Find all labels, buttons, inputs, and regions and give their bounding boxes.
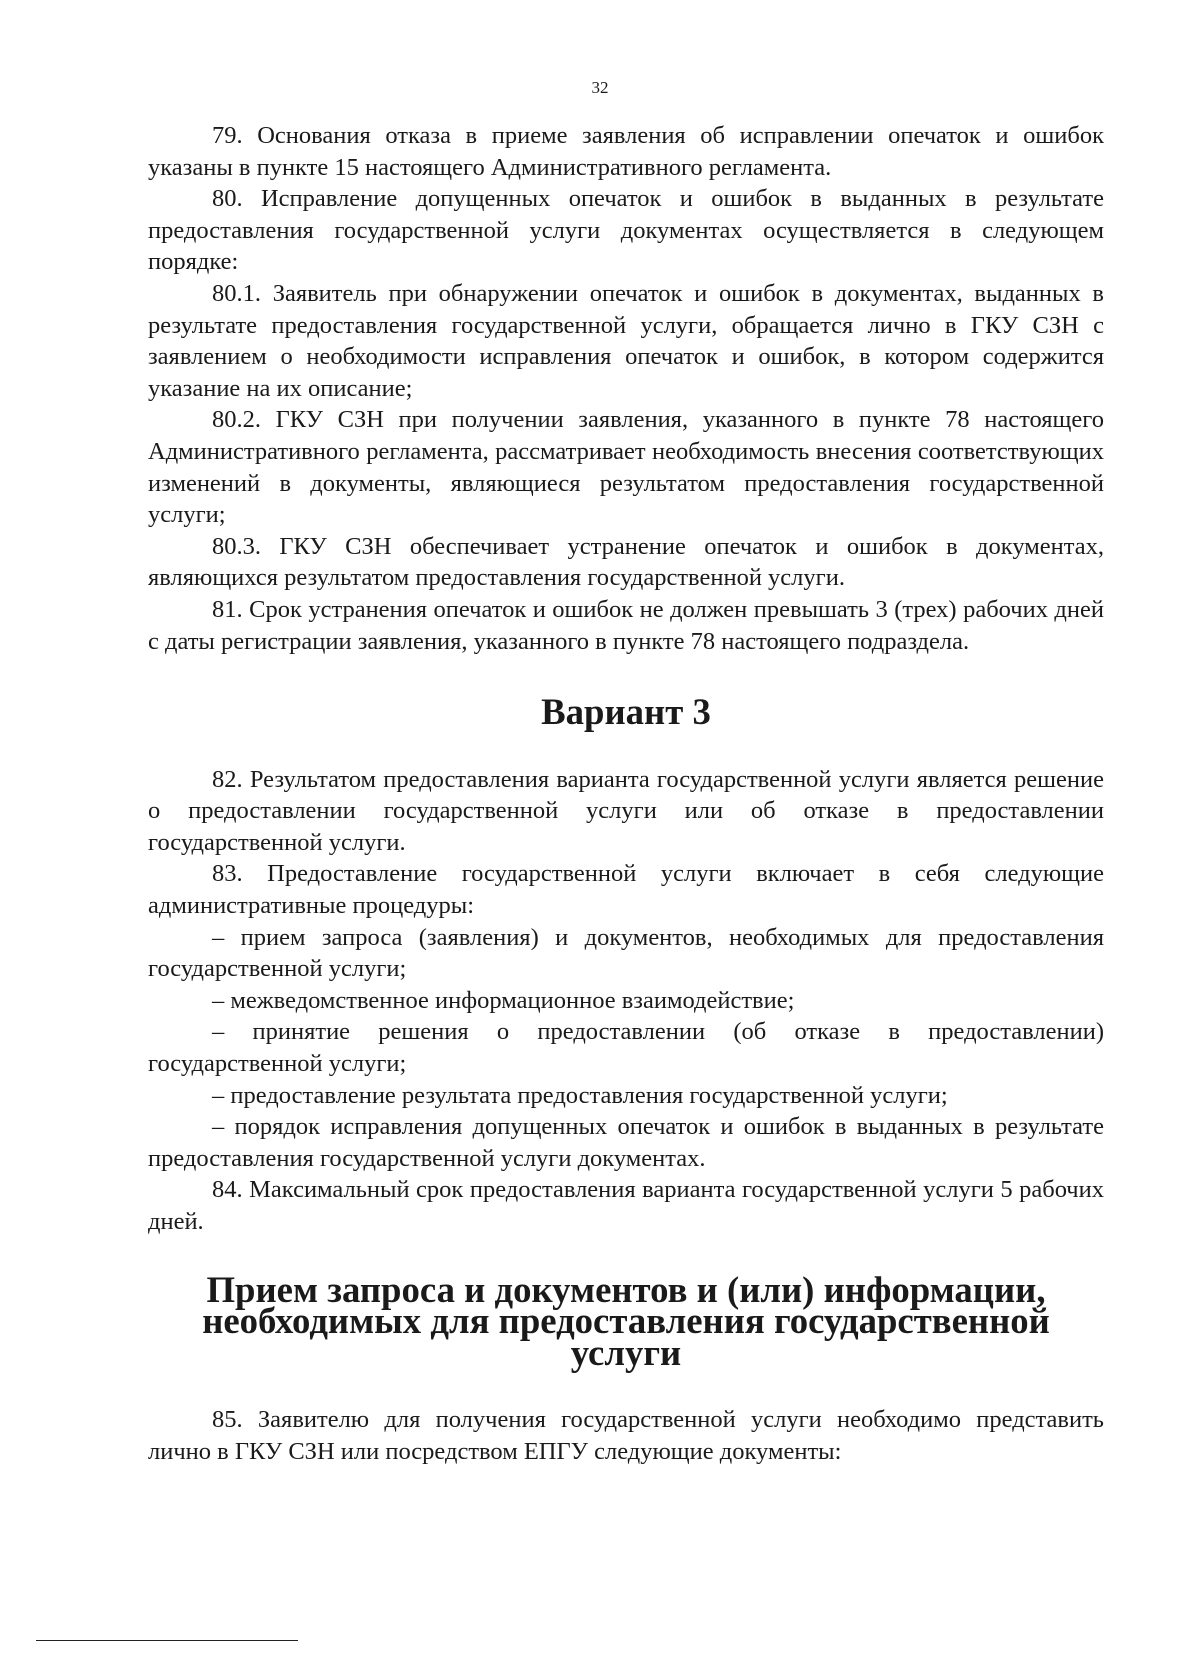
paragraph-79: 79. Основания отказа в приеме заявления об исправлении опечаток и ошибок указаны в пункте 15 настоящего Административного регламента. [148,122,1104,181]
list-item-corrections: – порядок исправления допущенных опечаток и ошибок в выданных в результате предоставления государственной услуги документах. [148,1113,1104,1172]
list-item-decision: – принятие решения о предоставлении (об отказе в предоставлении) государственной услуги; [148,1018,1104,1078]
paragraph-80: 80. Исправление допущенных опечаток и ошибок в выданных в результате предоставления государственной услуги документах осуществляется в следующем порядке: [148,185,1104,276]
list-item-interagency: – межведомственное информационное взаимодействие; [212,986,795,1014]
footnote-separator [36,1640,298,1641]
document-body [148,120,1104,1468]
paragraph-80-3: 80.3. ГКУ СЗН обеспечивает устранение опечаток и ошибок в документах, являющихся результатом предоставления государственной услуги. [148,532,1104,592]
list-item-result: – предоставление результата предоставления государственной услуги; [212,1081,948,1109]
paragraph-80-1: 80.1. Заявитель при обнаружении опечаток и ошибок в документах, выданных в результате предоставления государственной услуги, обращается лично в ГКУ СЗН с заявлением о необходимости исправления опечаток и ошибок, в котором содержится указание на их описание; [148,279,1104,402]
paragraph-83: 83. Предоставление государственной услуги включает в себя следующие административные процедуры: [148,860,1104,920]
heading-variant-3: Вариант 3 [541,691,711,733]
page-number: 32 [591,78,609,97]
paragraph-85: 85. Заявителю для получения государственной услуги необходимо представить лично в ГКУ СЗН или посредством ЕПГУ следующие документы: [148,1406,1104,1465]
heading-reception-section: Прием запроса и документов и (или) информации, необходимых для предоставления государственной услуги [202,1268,1050,1373]
paragraph-84: 84. Максимальный срок предоставления варианта государственной услуги 5 рабочих дней. [148,1176,1104,1235]
list-item-reception: – прием запроса (заявления) и документов, необходимых для предоставления государственной услуги; [148,923,1104,983]
paragraph-80-2: 80.2. ГКУ СЗН при получении заявления, указанного в пункте 78 настоящего Административного регламента, рассматривает необходимость внесения соответствующих изменений в документы, являющиеся результатом предоставления государственной услуги; [148,406,1104,529]
paragraph-82: 82. Результатом предоставления варианта государственной услуги является решение о предоставлении государственной услуги или об отказе в предоставлении государственной услуги. [148,765,1104,856]
paragraph-81: 81. Срок устранения опечаток и ошибок не должен превышать 3 (трех) рабочих дней с даты регистрации заявления, указанного в пункте 78 настоящего подраздела. [148,595,1104,655]
